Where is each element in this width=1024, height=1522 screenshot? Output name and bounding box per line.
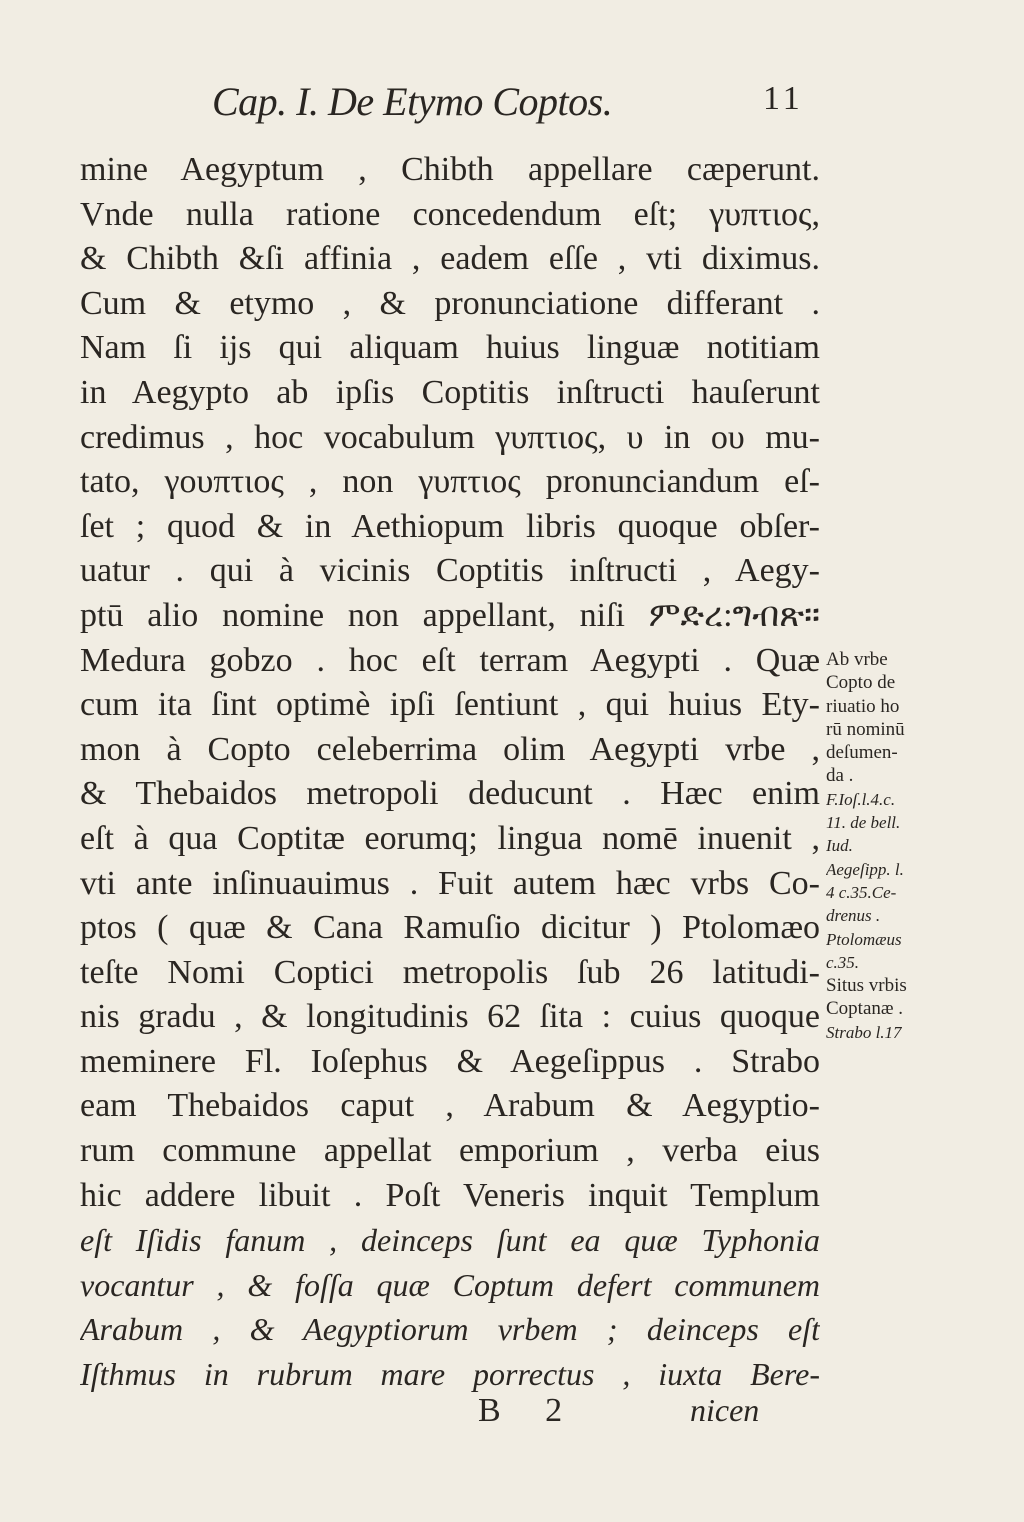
text-line: ptos ( quæ & Cana Ramuſio dicitur ) Ptolomæo: [80, 909, 820, 947]
text-line: tato, γουπτιος , non γυπτιος pronunciandum eſ-: [80, 463, 820, 501]
quotation-line: eſt Iſidis fanum , deinceps ſunt ea quæ Typhonia: [80, 1222, 820, 1259]
text-line: uatur . qui à vicinis Coptitis inſtructi , Aegy-: [80, 552, 820, 590]
text-line: hic addere libuit . Poſt Veneris inquit Templum: [80, 1176, 820, 1214]
catchword: nicen: [690, 1392, 760, 1428]
text-line: eſt à qua Coptitæ eorumq; lingua nomē inuenit ,: [80, 819, 820, 857]
running-title: Cap. I. De Etymo Coptos.: [212, 79, 613, 124]
text-line: mon à Copto celeberrima olim Aegypti vrbe ,: [80, 730, 820, 768]
margin-note-line: Iud.: [826, 836, 853, 856]
quotation-line: Arabum , & Aegyptiorum vrbem ; deinceps eſt: [80, 1311, 820, 1348]
catchline: [0, 1392, 1024, 1442]
quotation-line: Iſthmus in rubrum mare porrectus , iuxta Bere-: [80, 1356, 820, 1393]
margin-note-line: F.Ioſ.l.4.c.: [826, 789, 896, 809]
text-line: in Aegypto ab ipſis Coptitis inſtructi hauſerunt: [80, 373, 820, 411]
text-line: cum ita ſint optimè ipſi ſentiunt , qui huius Ety-: [80, 686, 820, 724]
margin-note-line: Coptanæ .: [826, 998, 904, 1020]
signature-mark: B 2: [478, 1392, 581, 1429]
margin-note-line: Ptolomæus: [826, 929, 902, 949]
body-text: [80, 148, 820, 1397]
margin-note-line: Situs vrbis: [826, 975, 907, 997]
text-line: Nam ſi ijs qui aliquam huius linguæ notitiam: [80, 329, 820, 367]
text-line: Vnde nulla ratione concedendum eſt; γυπτιος,: [80, 195, 820, 233]
margin-note-line: 4 c.35.Ce-: [826, 882, 897, 902]
margin-note-line: deſumen-: [826, 742, 898, 764]
margin-note-line: 11. de bell.: [826, 813, 901, 833]
margin-note-line: Copto de: [826, 672, 896, 694]
text-line: nis gradu , & longitudinis 62 ſita : cuius quoque: [80, 998, 820, 1036]
margin-note-line: Ab vrbe: [826, 649, 888, 670]
margin-note-line: da .: [826, 765, 854, 787]
margin-note-line: rū nominū: [826, 718, 905, 740]
text-line: vti ante inſinuauimus . Fuit autem hæc vrbs Co-: [80, 864, 820, 902]
margin-note-line: c.35.: [826, 952, 860, 972]
margin-note-line: Aegeſipp. l.: [826, 859, 904, 879]
margin-note-line: Strabo l.17: [826, 1022, 902, 1042]
text-line: eam Thebaidos caput , Arabum & Aegyptio-: [80, 1087, 820, 1125]
text-line: ptū alio nomine non appellant, niſi ምድረ:ግብጽ።: [80, 596, 820, 634]
text-line: & Thebaidos metropoli deducunt . Hæc enim: [80, 775, 820, 813]
text-line: Cum & etymo , & pronunciatione differant .: [80, 284, 820, 322]
running-head: [0, 78, 1024, 128]
text-line: credimus , hoc vocabulum γυπτιος, υ in ου mu-: [80, 418, 820, 456]
margin-note-line: riuatio ho: [826, 695, 900, 717]
text-line: ſet ; quod & in Aethiopum libris quoque obſer-: [80, 507, 820, 545]
text-line: & Chibth &ſi affinia , eadem eſſe , vti diximus.: [80, 240, 820, 278]
page-number: 11: [763, 80, 804, 117]
text-line: rum commune appellat emporium , verba eius: [80, 1132, 820, 1170]
text-line: mine Aegyptum , Chibth appellare cæperunt.: [80, 151, 820, 188]
margin-note-line: drenus .: [826, 906, 881, 926]
text-line: meminere Fl. Ioſephus & Aegeſippus . Strabo: [80, 1042, 820, 1080]
text-line: teſte Nomi Coptici metropolis ſub 26 latitudi-: [80, 953, 820, 991]
quotation-line: vocantur , & foſſa quæ Coptum defert communem: [80, 1266, 820, 1303]
text-line: Medura gobzo . hoc eſt terram Aegypti . Quæ: [80, 641, 820, 679]
margin-notes: [826, 648, 938, 1044]
